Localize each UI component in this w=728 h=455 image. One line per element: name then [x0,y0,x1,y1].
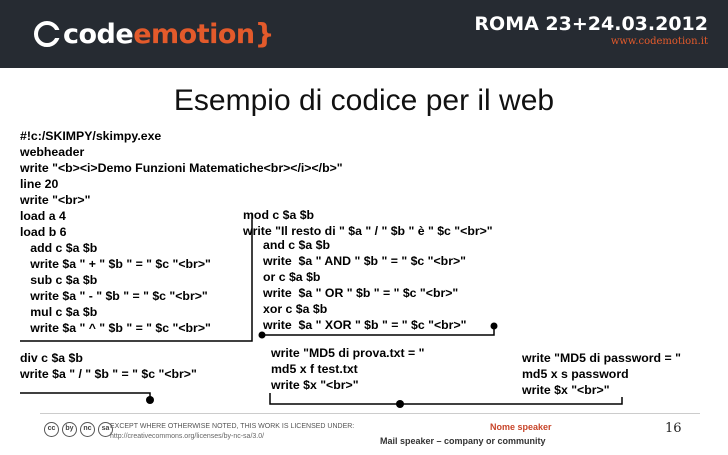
code-line: load b 6 [20,225,67,239]
code-line: md5 x f test.txt [271,362,358,376]
code-line: write $a " AND " $b " = " $c "<br>" [263,254,466,268]
code-block-md5-file [271,345,424,393]
logo-text [63,17,275,50]
code-line: write "<br>" [20,193,91,207]
event-url: www.codemotion.it [610,36,708,47]
event-title: ROMA 23+24.03.2012 [474,13,708,35]
code-line: write $x "<br>" [271,378,359,392]
code-line: line 20 [20,177,59,191]
code-line: write "MD5 di prova.txt = " [271,346,425,360]
code-line: xor c $a $b [263,302,328,316]
connector-dot [491,323,498,330]
code-line: write $a " + " $b " = " $c "<br>" [20,257,211,271]
code-line: and c $a $b [263,238,330,252]
footer [0,416,728,455]
logo-brace-text: } [254,17,275,50]
code-line: write $x "<br>" [522,383,610,397]
cc-license-icons [44,422,113,437]
code-line: #!c:/SKIMPY/skimpy.exe [20,129,162,143]
code-line: load a 4 [20,209,66,223]
code-line: or c $a $b [263,270,321,284]
header-band [0,0,728,68]
connector-dot [396,400,404,408]
code-line: write $a " XOR " $b " = " $c "<br>" [263,318,467,332]
code-line: write $a " OR " $b " = " $c "<br>" [263,286,459,300]
noncommercial-icon: nc [80,422,95,437]
code-block-md5-string [522,350,681,398]
code-line: write $a " ^ " $b " = " $c "<br>" [20,321,211,335]
license-url[interactable]: http://creativecommons.org/licenses/by-nc-sa/3.0/ [110,433,265,440]
attribution-icon: by [62,422,77,437]
code-line: div c $a $b [20,351,83,365]
cc-icon: cc [44,422,59,437]
logo-code-text: code [63,19,134,50]
code-line: mul c $a $b [20,305,98,319]
logo-emotion-text: emotion [133,19,255,50]
license-line: EXCEPT WHERE OTHERWISE NOTED, THIS WORK IS LICENSED UNDER: [110,423,355,430]
speaker-name: Nome speaker [490,422,552,432]
code-line: webheader [20,145,85,159]
code-block-left-div [20,350,197,382]
speaker-contact: Mail speaker – company or community [380,436,546,446]
page-number: 16 [665,421,682,436]
event-info [474,13,708,49]
footer-divider [40,413,700,414]
code-block-mod [243,207,493,239]
logo-ring-icon [34,21,60,47]
code-block-bitwise [263,237,466,333]
code-line: md5 x s password [522,367,629,381]
sharealike-icon: sa [98,422,113,437]
code-line: write "MD5 di password = " [522,351,681,365]
license-text [110,422,354,442]
connector-dot [146,396,154,404]
code-line: mod c $a $b [243,208,315,222]
code-line: sub c $a $b [20,273,98,287]
slide-title: Esempio di codice per il web [173,84,555,117]
code-line: write $a " / " $b " = " $c "<br>" [20,367,197,381]
code-line: add c $a $b [20,241,98,255]
codemotion-logo [34,14,274,54]
code-line: write "Il resto di " $a " / " $b " è " $c "<br>" [243,224,493,238]
code-line: write $a " - " $b " = " $c "<br>" [20,289,208,303]
code-line: write "<b><i>Demo Funzioni Matematiche<br></i></b>" [20,161,343,175]
